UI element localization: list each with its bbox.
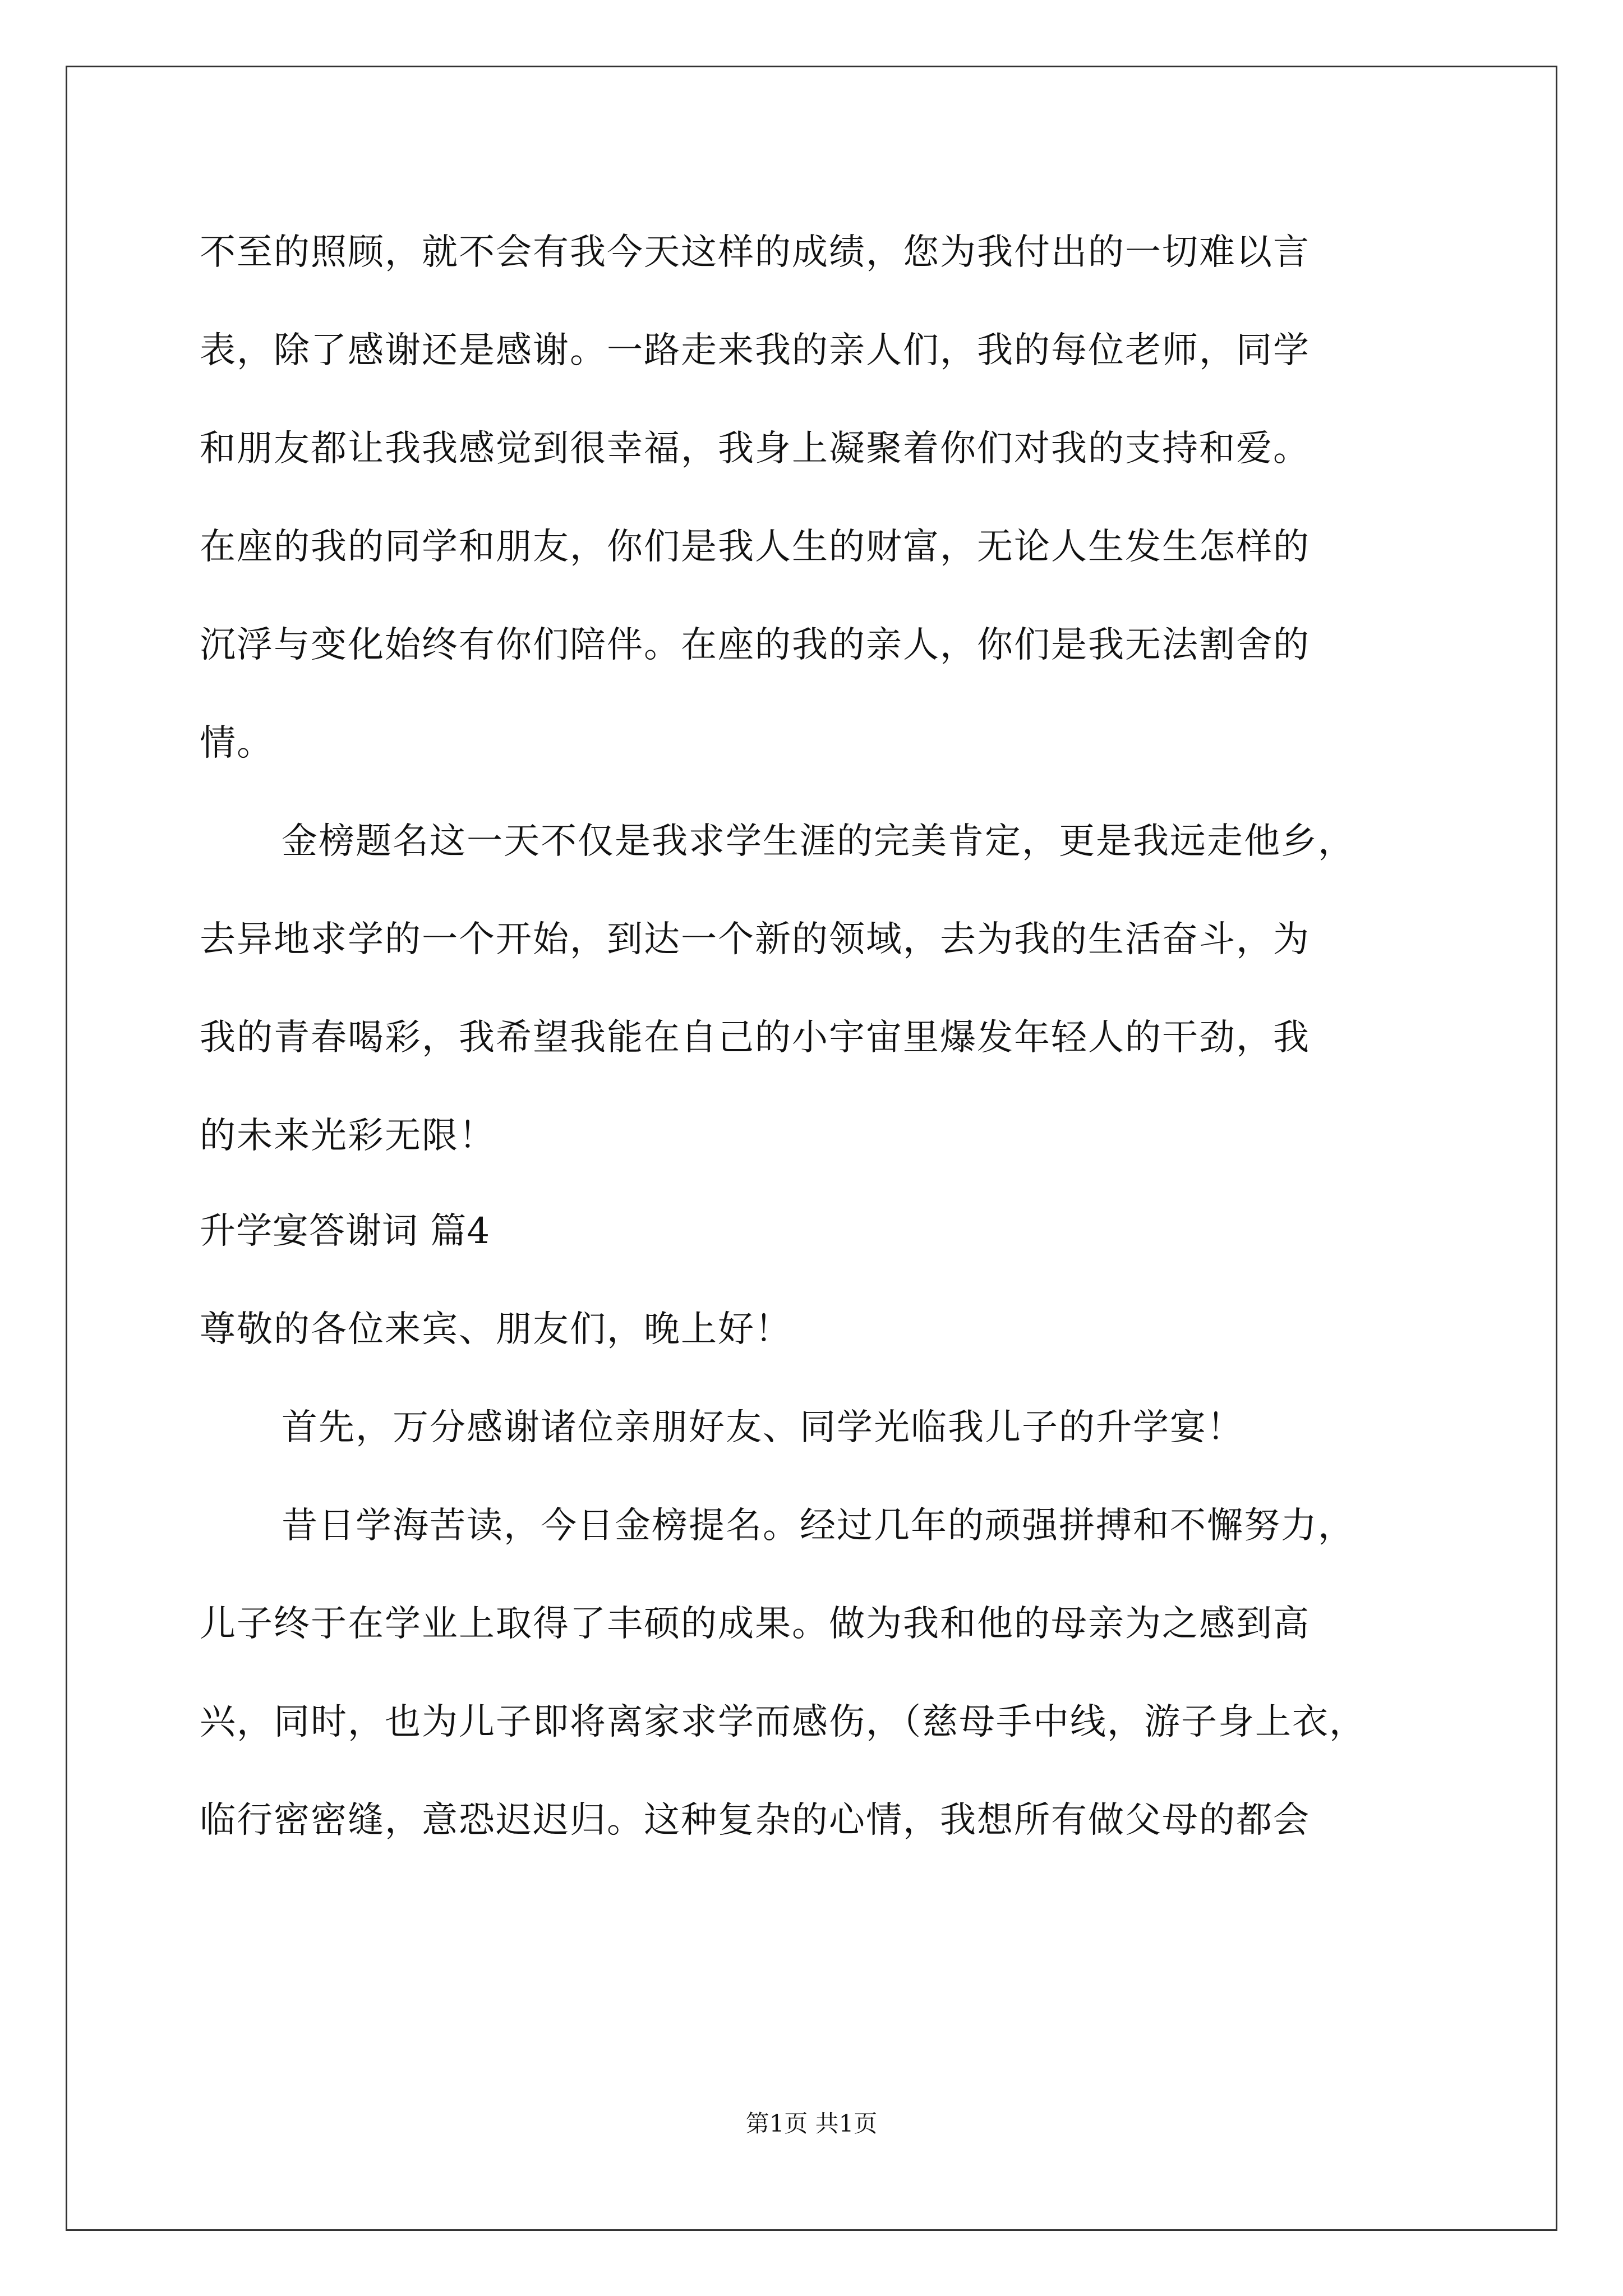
body-line: 和朋友都让我我感觉到很幸福，我身上凝聚着你们对我的支持和爱。 xyxy=(200,428,1310,470)
body-line: 表，除了感谢还是感谢。一路走来我的亲人们，我的每位老师，同学 xyxy=(200,330,1310,371)
page-footer: 第1页 共1页 xyxy=(745,2110,878,2137)
body-line: 情。 xyxy=(200,723,274,764)
body-line: 去异地求学的一个开始，到达一个新的领域，去为我的生活奋斗，为 xyxy=(200,919,1310,960)
body-line: 临行密密缝，意恐迟迟归。这种复杂的心情，我想所有做父母的都会 xyxy=(200,1800,1310,1841)
section-heading: 升学宴答谢词 篇4 xyxy=(200,1211,491,1252)
salutation: 尊敬的各位来宾、朋友们，晚上好！ xyxy=(200,1309,792,1350)
body-line: 儿子终于在学业上取得了丰硕的成果。做为我和他的母亲为之感到高 xyxy=(200,1603,1310,1645)
paragraph-first-line: 首先，万分感谢诸位亲朋好友、同学光临我儿子的升学宴！ xyxy=(282,1407,1244,1448)
body-line: 的未来光彩无限！ xyxy=(200,1115,496,1157)
paragraph-first-line: 金榜题名这一天不仅是我求学生涯的完美肯定，更是我远走他乡， xyxy=(282,821,1355,862)
body-line: 沉浮与变化始终有你们陪伴。在座的我的亲人，你们是我无法割舍的 xyxy=(200,624,1310,666)
body-line: 兴，同时，也为儿子即将离家求学而感伤，（慈母手中线，游子身上衣， xyxy=(200,1701,1366,1743)
body-line: 我的青春喝彩，我希望我能在自己的小宇宙里爆发年轻人的干劲，我 xyxy=(200,1017,1310,1059)
body-line: 不至的照顾，就不会有我今天这样的成绩，您为我付出的一切难以言 xyxy=(200,232,1310,273)
body-line: 在座的我的同学和朋友，你们是我人生的财富，无论人生发生怎样的 xyxy=(200,526,1310,568)
paragraph-first-line: 昔日学海苦读，今日金榜提名。经过几年的顽强拼搏和不懈努力， xyxy=(282,1505,1355,1547)
